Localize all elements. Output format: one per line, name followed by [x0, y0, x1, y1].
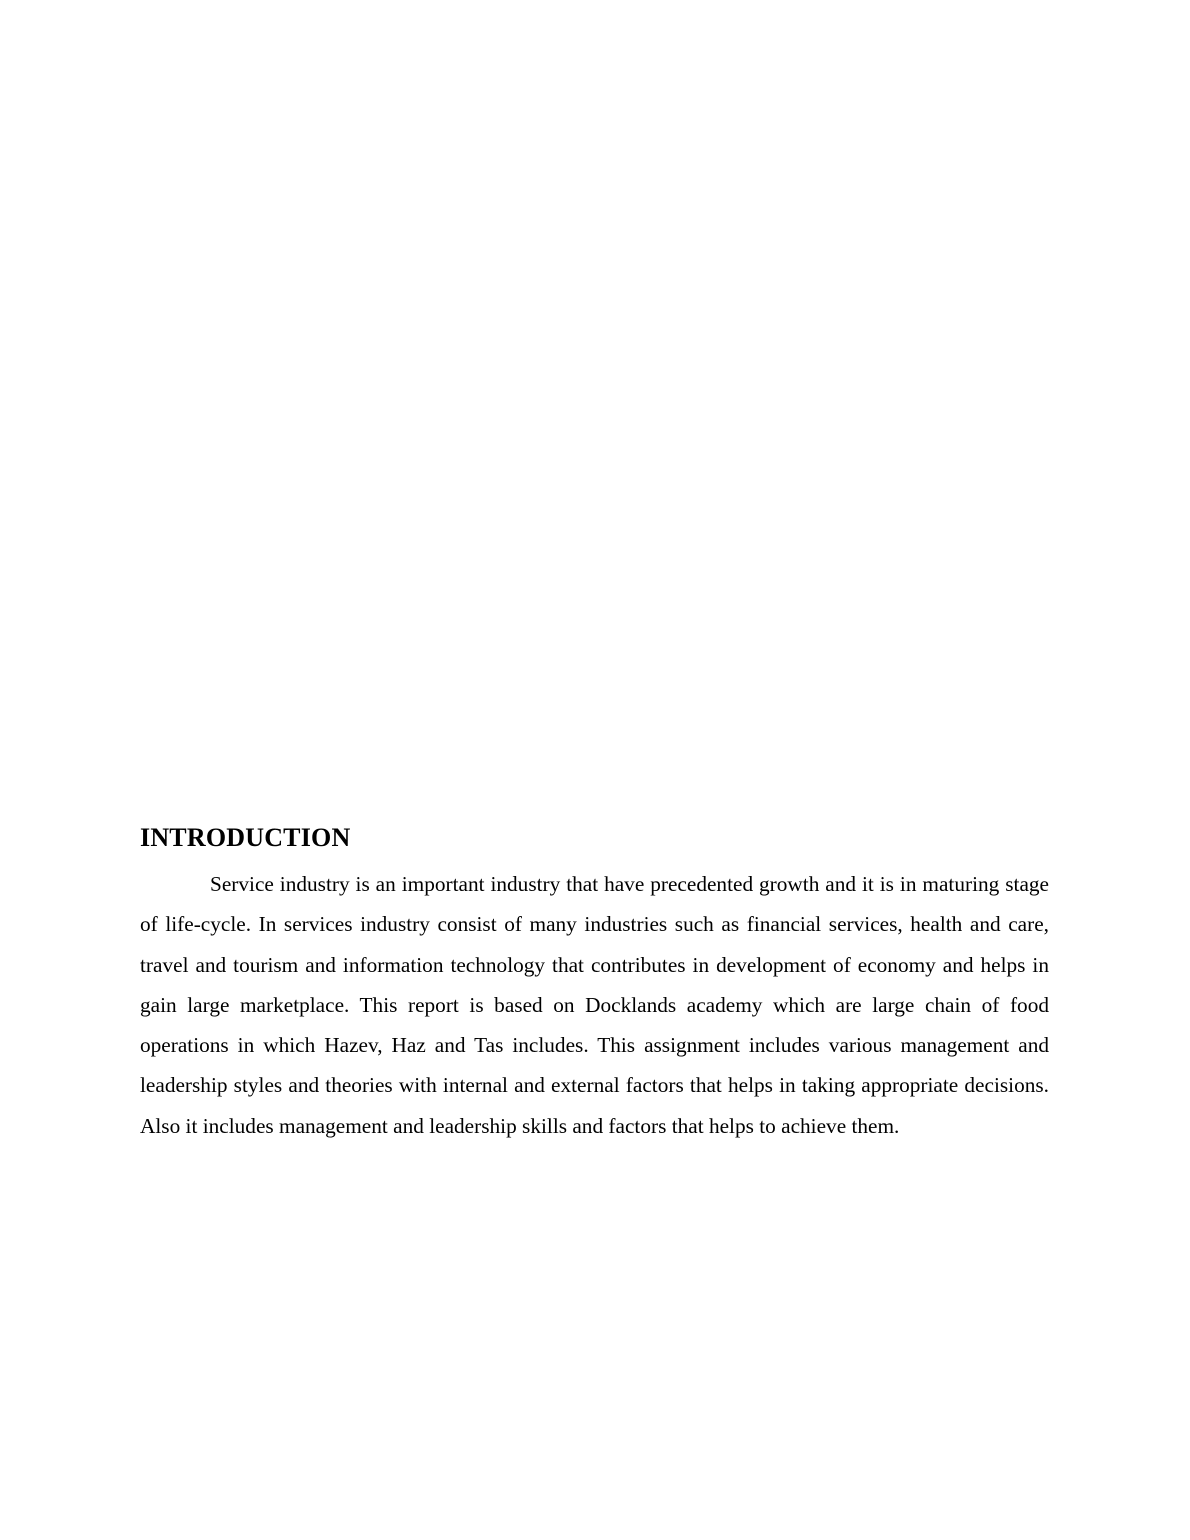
- body-paragraph: Service industry is an important industry that have precedented growth and it is in maturing stage of life-cycle. In services industry consist of many industries such as financial services, health and care, travel and tourism and information technology that contributes in development of economy and helps in gain large marketplace. This report is based on Docklands academy which are large chain of food operations in which Hazev, Haz and Tas includes. This assignment includes various management and leadership styles and theories with internal and external factors that helps in taking appropriate decisions. Also it includes management and leadership skills and factors that helps to achieve them.: [140, 872, 1049, 1138]
- section-heading: INTRODUCTION: [140, 823, 351, 852]
- introduction-section: [140, 822, 1049, 1146]
